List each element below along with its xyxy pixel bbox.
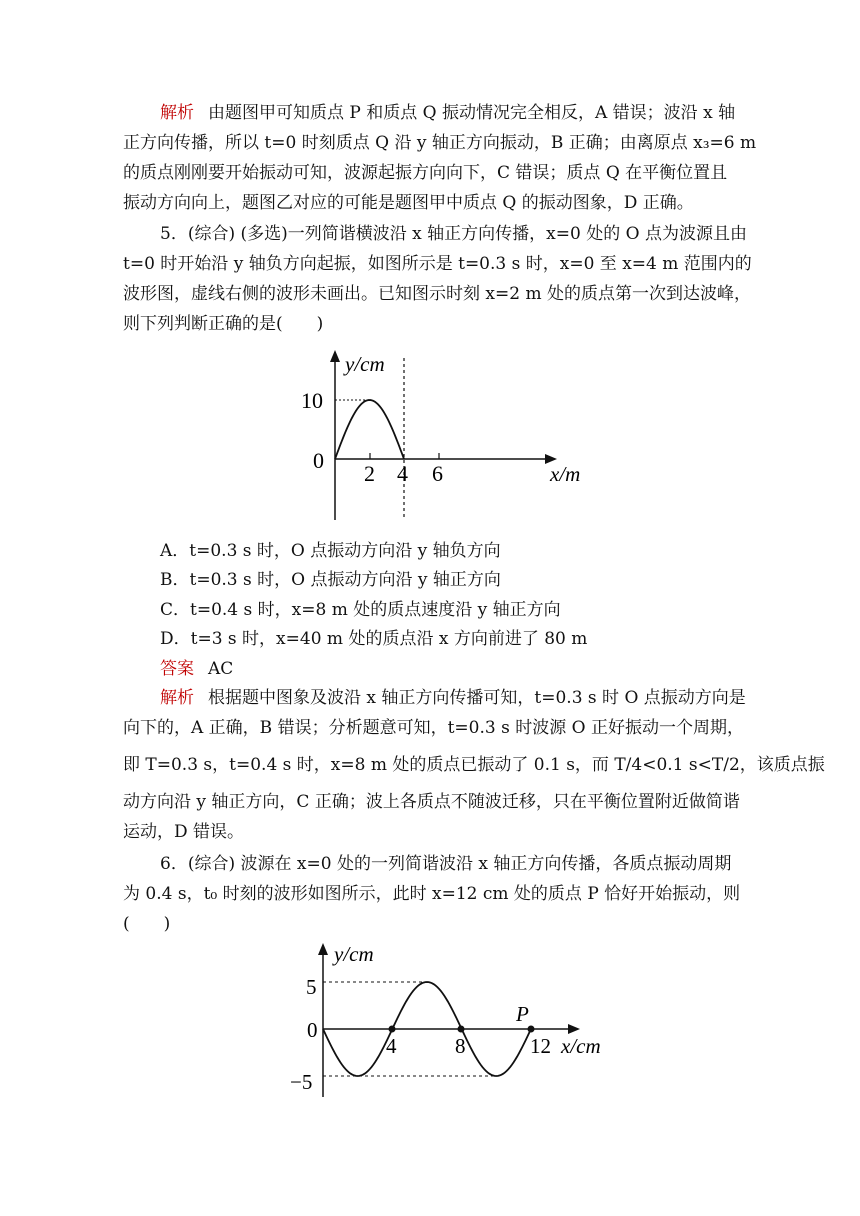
q5-analysis-line-1: 解析 根据题中图象及波沿 x 轴正方向传播可知，t=0.3 s 时 O 点振动方向是 [160, 688, 746, 708]
point-P [528, 1026, 535, 1033]
q5-stem-line-2: t=0 时开始沿 y 轴负方向起振，如图所示是 t=0.3 s 时，x=0 至 x=4 m 范围内的 [123, 254, 752, 274]
x-tick-4: 4 [397, 461, 408, 486]
point-x4 [389, 1026, 396, 1033]
q6-stem-line-1: 6．(综合) 波源在 x=0 处的一列简谐波沿 x 轴正方向传播，各质点振动周期 [160, 854, 732, 874]
point-P-label: P [516, 1002, 529, 1026]
y-axis-label-1: y/cm [345, 352, 385, 376]
x-tick-6: 6 [432, 461, 443, 486]
q5-option-a: A．t=0.3 s 时，O 点振动方向沿 y 轴负方向 [160, 541, 501, 561]
q6-stem-line-3: ( ) [123, 914, 171, 934]
x-tick-4: 4 [386, 1034, 397, 1058]
origin-label-1: 0 [313, 448, 324, 473]
q5-analysis-line-2: 向下的，A 正确，B 错误；分析题意可知，t=0.3 s 时波源 O 正好振动一个周期， [123, 718, 744, 738]
answer-tag: 答案 [160, 659, 194, 679]
q5-answer-line [160, 654, 233, 684]
y-tick-10: 10 [301, 388, 323, 413]
q5-analysis-line-4: 动方向沿 y 轴正方向，C 正确；波上各质点不随波迁移，只在平衡位置附近做简谐 [123, 792, 740, 812]
q5-analysis-line-3: 即 T=0.3 s，t=0.4 s 时，x=8 m 处的质点已振动了 0.1 s，而 T/4<0.1 s<T/2，该质点振 [123, 755, 825, 775]
q5-option-b: B．t=0.3 s 时，O 点振动方向沿 y 轴正方向 [160, 570, 501, 590]
q5-stem-line-3: 波形图，虚线右侧的波形未画出。已知图示时刻 x=2 m 处的质点第一次到达波峰， [123, 284, 751, 304]
q4-analysis-line-4: 振动方向向上，题图乙对应的可能是题图甲中质点 Q 的振动图象，D 正确。 [123, 193, 694, 213]
q5-option-d: D．t=3 s 时，x=40 m 处的质点沿 x 方向前进了 80 m [160, 629, 588, 649]
y-tick-neg5: −5 [290, 1070, 313, 1094]
q4-analysis-line-1: 解析 由题图甲可知质点 P 和质点 Q 振动情况完全相反，A 错误；波沿 x 轴 [160, 103, 736, 123]
figure-wave-1 [285, 338, 615, 533]
q5-stem-line-1: 5．(综合) (多选)一列简谐横波沿 x 轴正方向传播，x=0 处的 O 点为波源且由 [160, 224, 747, 244]
point-x8 [458, 1026, 465, 1033]
y-tick-5: 5 [306, 975, 317, 999]
origin-label-2: 0 [307, 1018, 318, 1042]
x-tick-2: 2 [364, 461, 375, 486]
analysis-tag: 解析 [160, 688, 194, 708]
q5-option-c: C．t=0.4 s 时，x=8 m 处的质点速度沿 y 轴正方向 [160, 600, 561, 620]
answer-value: AC [208, 659, 234, 679]
x-tick-8: 8 [455, 1034, 466, 1058]
y-axis-label-2: y/cm [334, 942, 374, 966]
figure-wave-2 [280, 937, 620, 1112]
q5-stem-line-4: 则下列判断正确的是( ) [123, 314, 324, 334]
wave-curve-1 [335, 400, 404, 459]
q5-analysis-line-5: 运动，D 错误。 [123, 822, 245, 842]
q4-analysis-line-3: 的质点刚刚要开始振动可知，波源起振方向向下，C 错误；质点 Q 在平衡位置且 [123, 163, 728, 183]
x-axis-label-1: x/m [550, 462, 581, 486]
x-axis-label-2: x/cm [561, 1034, 601, 1058]
analysis-tag: 解析 [160, 103, 194, 123]
axes-2 [318, 943, 580, 1097]
q4-analysis-line-2: 正方向传播，所以 t=0 时刻质点 Q 沿 y 轴正方向振动，B 正确；由离原点 x₃=6 m [123, 133, 757, 153]
q6-stem-line-2: 为 0.4 s，t₀ 时刻的波形如图所示，此时 x=12 cm 处的质点 P 恰好开始振动，则 [123, 884, 741, 904]
x-tick-12: 12 [530, 1034, 551, 1058]
